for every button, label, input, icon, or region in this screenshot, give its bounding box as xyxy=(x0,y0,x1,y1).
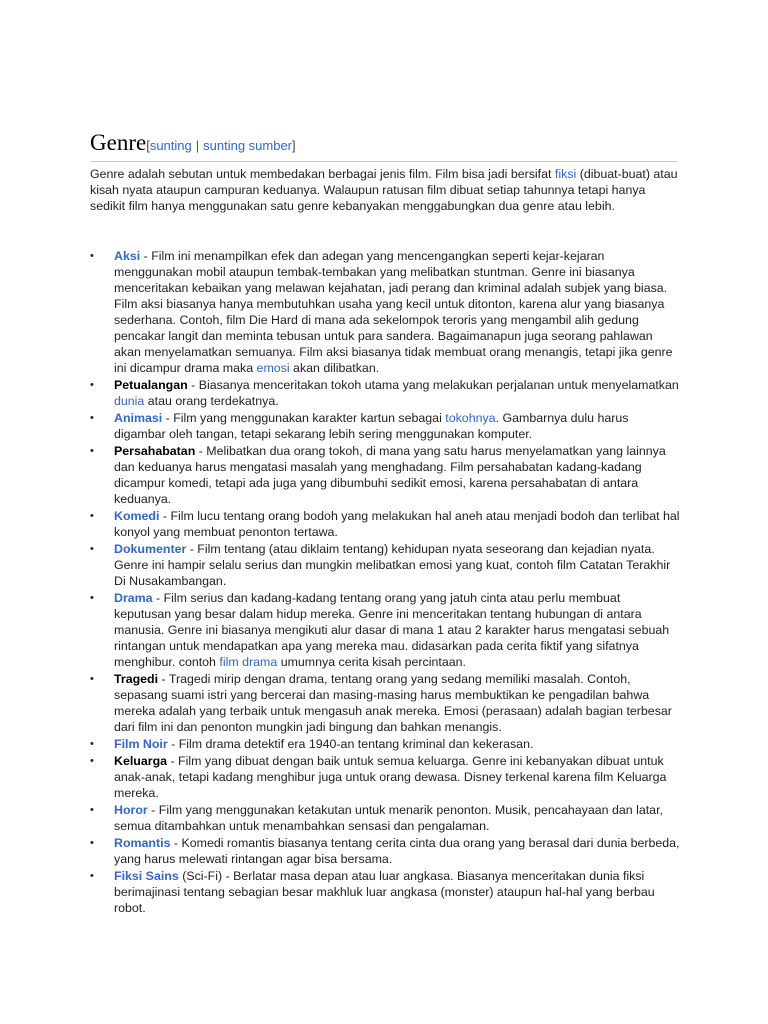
bullet-icon: • xyxy=(90,870,94,882)
list-item xyxy=(90,541,680,589)
list-item xyxy=(90,590,680,670)
section-heading xyxy=(90,128,678,162)
genre-desc: - Film serius dan kadang-kadang tentang orang yang jatuh cinta atau perlu membuat keputusan yang besar dalam hidup mereka. Genre ini menceritakan tentang hubungan di antara manusia. Genre ini biasanya mengikuti alur dasar di mana 1 atau 2 karakter harus mengatasi sebuah rintangan untuk mendapatkan apa yang mereka mau. didasarkan pada cerita fiktif yang sifatnya menghibur. contoh xyxy=(114,591,670,669)
genre-desc: - Film drama detektif era 1940-an tentang kriminal dan kekerasan. xyxy=(167,737,534,751)
bullet-icon: • xyxy=(90,379,94,391)
genre-desc: - Film lucu tentang orang bodoh yang melakukan hal aneh atau menjadi bodoh dan terlibat hal konyol yang membuat penonton tertawa. xyxy=(114,509,680,539)
bullet-icon: • xyxy=(90,510,94,522)
genre-desc: - Komedi romantis biasanya tentang cerita cinta dua orang yang berasal dari dunia berbeda, yang harus melewati rintangan agar bisa bersama. xyxy=(114,836,680,866)
genre-link-drama[interactable]: Drama xyxy=(114,591,153,605)
genre-desc-end: atau orang terdekatnya. xyxy=(144,394,279,408)
list-item xyxy=(90,868,680,916)
bracket-open: [ xyxy=(146,138,150,153)
list-item xyxy=(90,443,680,507)
genre-link-komedi[interactable]: Komedi xyxy=(114,509,160,523)
genre-desc-end: akan dilibatkan. xyxy=(289,361,380,375)
genre-desc-end: . Gambarnya dulu harus digambar oleh tangan, tetapi sekarang lebih sering menggunakan komputer. xyxy=(114,411,629,441)
bullet-icon: • xyxy=(90,250,94,262)
genre-list xyxy=(90,248,680,917)
bullet-icon: • xyxy=(90,592,94,604)
edit-link[interactable]: sunting xyxy=(149,138,192,153)
edit-separator: | xyxy=(195,138,200,153)
list-item xyxy=(90,671,680,735)
list-item xyxy=(90,377,680,409)
intro-paragraph xyxy=(90,166,680,214)
intro-text-2: (dibuat-buat) atau kisah nyata ataupun campuran keduanya. Walaupun ratusan film dibuat setiap tahunnya tetapi hanya sedikit film hanya menggunakan satu genre kebanyakan menggabungkan dua genre atau lebih. xyxy=(90,167,678,213)
list-item xyxy=(90,410,680,442)
film-drama-link[interactable]: film drama xyxy=(219,655,278,669)
bullet-icon: • xyxy=(90,412,94,424)
genre-term-tragedi: Tragedi xyxy=(114,672,159,686)
genre-desc: - Tragedi mirip dengan drama, tentang orang yang sedang memiliki masalah. Contoh, sepasang suami istri yang bercerai dan masing-masing harus membuktikan ke pengadilan bahwa mereka adalah yang terbaik untuk mengasuh anak mereka. Emosi (perasaan) adalah bagian terbesar dari film ini dan penonton mungkin jadi bingung dan bahkan menangis. xyxy=(114,672,672,734)
genre-link-dokumenter[interactable]: Dokumenter xyxy=(114,542,187,556)
bullet-icon: • xyxy=(90,755,94,767)
intro-text-1: Genre adalah sebutan untuk membedakan berbagai jenis film. Film bisa jadi bersifat xyxy=(90,167,555,181)
genre-term-petualangan: Petualangan xyxy=(114,378,188,392)
genre-link-film-noir[interactable]: Film Noir xyxy=(114,737,168,751)
bullet-icon: • xyxy=(90,837,94,849)
genre-desc: - Film yang menggunakan karakter kartun sebagai xyxy=(162,411,446,425)
list-item xyxy=(90,753,680,801)
list-item xyxy=(90,736,680,752)
genre-desc: - Film yang dibuat dengan baik untuk semua keluarga. Genre ini kebanyakan dibuat untuk anak-anak, tetapi kadang menghibur juga untuk orang dewasa. Disney terkenal karena film Keluarga mereka. xyxy=(114,754,667,800)
bracket-close: ] xyxy=(292,138,296,153)
section-title: Genre xyxy=(90,130,147,155)
genre-desc: - Film tentang (atau diklaim tentang) kehidupan nyata seseorang dan kejadian nyata. Genre ini hampir selalu serius dan mungkin melibatkan emosi yang kuat, contoh film Catatan Terakhir Di Nusakambangan. xyxy=(114,542,671,588)
edit-source-link[interactable]: sunting sumber xyxy=(203,138,293,153)
fiksi-link[interactable]: fiksi xyxy=(554,167,577,181)
dunia-link[interactable]: dunia xyxy=(114,394,145,408)
genre-term-persahabatan: Persahabatan xyxy=(114,444,196,458)
list-item xyxy=(90,802,680,834)
tokohnya-link[interactable]: tokohnya xyxy=(445,411,496,425)
list-item xyxy=(90,508,680,540)
genre-desc: - Film yang menggunakan ketakutan untuk menarik penonton. Musik, pencahayaan dan latar, semua ditambahkan untuk menambahkan sensasi dan pengalaman. xyxy=(114,803,663,833)
list-item xyxy=(90,248,680,376)
genre-desc: - Melibatkan dua orang tokoh, di mana yang satu harus menyelamatkan yang lainnya dan keduanya harus mengatasi masalah yang menghadang. Film persahabatan kadang-kadang dicampur komedi, tetapi ada juga yang dibumbuhi sedikit emosi, karena persahabatan di antara keduanya. xyxy=(114,444,666,506)
genre-desc: (Sci-Fi) - Berlatar masa depan atau luar angkasa. Biasanya menceritakan dunia fiksi berimajinasi tentang sebagian besar makhluk luar angkasa (monster) ataupun hal-hal yang berbau robot. xyxy=(114,869,655,915)
list-item xyxy=(90,835,680,867)
genre-link-aksi[interactable]: Aksi xyxy=(114,249,141,263)
genre-link-fiksi-sains[interactable]: Fiksi Sains xyxy=(114,869,179,883)
edit-links xyxy=(146,131,295,161)
genre-desc-end: umumnya cerita kisah percintaan. xyxy=(277,655,466,669)
genre-term-keluarga: Keluarga xyxy=(114,754,168,768)
bullet-icon: • xyxy=(90,804,94,816)
bullet-icon: • xyxy=(90,543,94,555)
genre-link-horor[interactable]: Horor xyxy=(114,803,148,817)
emosi-link[interactable]: emosi xyxy=(256,361,290,375)
genre-desc: - Biasanya menceritakan tokoh utama yang melakukan perjalanan untuk menyelamatkan xyxy=(187,378,679,392)
bullet-icon: • xyxy=(90,673,94,685)
genre-link-animasi[interactable]: Animasi xyxy=(114,411,163,425)
genre-desc: - Film ini menampilkan efek dan adegan yang mencengangkan seperti kejar-kejaran menggunakan mobil ataupun tembak-tembakan yang melibatkan stuntman. Genre ini biasanya menceritakan kebaikan yang melawan kejahatan, jadi perang dan kriminal adalah subjek yang biasa. Film aksi biasanya hanya membutuhkan usaha yang kecil untuk ditonton, karena alur yang biasanya sederhana. Contoh, film Die Hard di mana ada sekelompok teroris yang mengambil alih gedung pencakar langit dan meminta tebusan untuk para sandera. Bagaimanapun juga seorang pahlawan akan menyelamatkan semuanya. Film aksi biasanya tidak membuat orang menangis, tetapi jika genre ini dicampur drama maka xyxy=(114,249,673,375)
genre-link-romantis[interactable]: Romantis xyxy=(114,836,171,850)
bullet-icon: • xyxy=(90,738,94,750)
bullet-icon: • xyxy=(90,445,94,457)
